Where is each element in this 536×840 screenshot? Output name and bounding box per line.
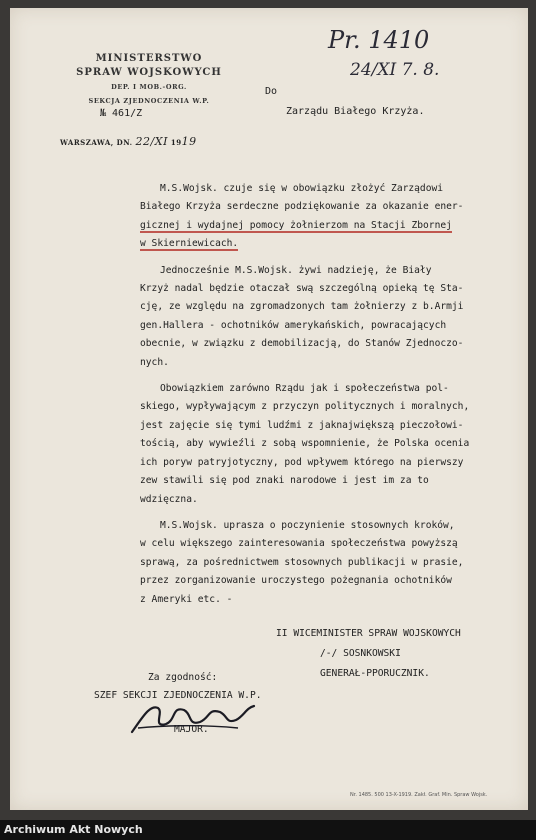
recipient-name: Zarządu Białego Krzyża. (286, 106, 425, 117)
year-handwritten: 19 (181, 135, 197, 148)
year-prefix: 19 (170, 138, 182, 147)
printer-stamp: Nr. 1485. 500 13-X-1919. Zakł. Graf. Min. Spraw Wojsk. (350, 792, 488, 798)
paragraph-3 (140, 380, 510, 509)
text-line: w celu większego zainteresowania społeczeństwa powyższą (140, 538, 458, 550)
text-line: zew stawili się pod znaki narodowe i jest im za to (140, 475, 429, 487)
text-line: skiego, wypływającym z przyczyn politycznych i moralnych, (140, 401, 470, 413)
signature-name: /-/ SOSNKOWSKI (320, 648, 401, 659)
text-line: obecnie, w związku z demobilizacją, do Stanów Zjednoczo- (140, 338, 464, 350)
attestation-label: Za zgodność: (148, 672, 218, 683)
document-page (10, 8, 528, 810)
text-line: Obowiązkiem zarówno Rządu jak i społeczeństwa pol- (160, 383, 449, 395)
handwritten-signature-icon (128, 698, 258, 738)
attestation-section-head: SZEF SEKCJI ZJEDNOCZENIA W.P. (94, 690, 262, 701)
paragraph-1 (140, 180, 510, 254)
underlined-text: gicznej i wydajnej pomocy żołnierzom na Stacji Zbornej (140, 219, 452, 231)
text-line: jest zajęcie się tymi ludźmi z jaknajwiększą pieczołowi- (140, 419, 464, 431)
handwritten-note: 24/XI 7. 8. (350, 60, 440, 80)
signature-rank: GENERAŁ-PPORUCZNIK. (320, 668, 430, 679)
letterhead-department: DEP. I MOB.-ORG. (111, 83, 187, 91)
paragraph-4 (140, 517, 510, 609)
text-line: ich poryw patryjotyczny, pod wpływem którego na pierwszy (140, 456, 464, 468)
text-line: tością, aby wywieźli z sobą wspomnienie, że Polska ocenia (140, 438, 470, 450)
archive-label: Archiwum Akt Nowych (4, 823, 143, 836)
letterhead-section: SEKCJA ZJEDNOCZENIA W.P. (88, 97, 210, 105)
text-line: z Ameryki etc. - (140, 593, 233, 605)
text-line: przez zorganizowanie uroczystego pożegnania ochotników (140, 575, 452, 587)
text-line: wdzięczna. (140, 493, 198, 505)
text-line: M.S.Wojsk. uprasza o poczynienie stosownych kroków, (160, 519, 455, 531)
attestation-rank: MAJOR. (174, 724, 209, 735)
document-number: № 461/Z (100, 108, 143, 119)
underlined-text: w Skierniewicach. (140, 238, 239, 250)
handwritten-reference: Pr. 1410 (328, 26, 430, 54)
letterhead-ministry-name: SPRAW WOJSKOWYCH (76, 67, 222, 78)
text-line (140, 217, 510, 235)
paragraph-2 (140, 262, 510, 372)
letterhead-ministry: MINISTERSTWO (95, 53, 203, 64)
letterhead (54, 52, 244, 108)
text-line: M.S.Wojsk. czuje się w obowiązku złożyć Zarządowi (160, 183, 444, 194)
text-line: Jednocześnie M.S.Wojsk. żywi nadzieję, że Biały (160, 264, 432, 276)
text-line: Krzyż nadal będzie otaczał swą szczególną opieką tę Sta- (140, 283, 464, 295)
archive-footer (0, 820, 536, 840)
text-line: nych. (140, 356, 169, 368)
date-prefix: WARSZAWA, DN. (60, 138, 133, 147)
text-line (140, 235, 510, 253)
document-date (60, 135, 197, 148)
date-handwritten: 22/XI (135, 135, 168, 148)
recipient-prefix: Do (265, 86, 278, 97)
text-line: gen.Hallera - ochotników amerykańskich, powracających (140, 319, 447, 331)
text-line: sprawą, za pośrednictwem stosownych publikacji w prasie, (140, 556, 464, 568)
letter-body (140, 180, 510, 617)
text-line: Białego Krzyża serdeczne podziękowanie za okazanie ener- (140, 201, 464, 213)
signature-title: II WICEMINISTER SPRAW WOJSKOWYCH (276, 628, 461, 639)
signature-block (276, 624, 461, 684)
text-line: cję, ze względu na zgromadzonych tam żołnierzy z b.Armji (140, 301, 464, 313)
